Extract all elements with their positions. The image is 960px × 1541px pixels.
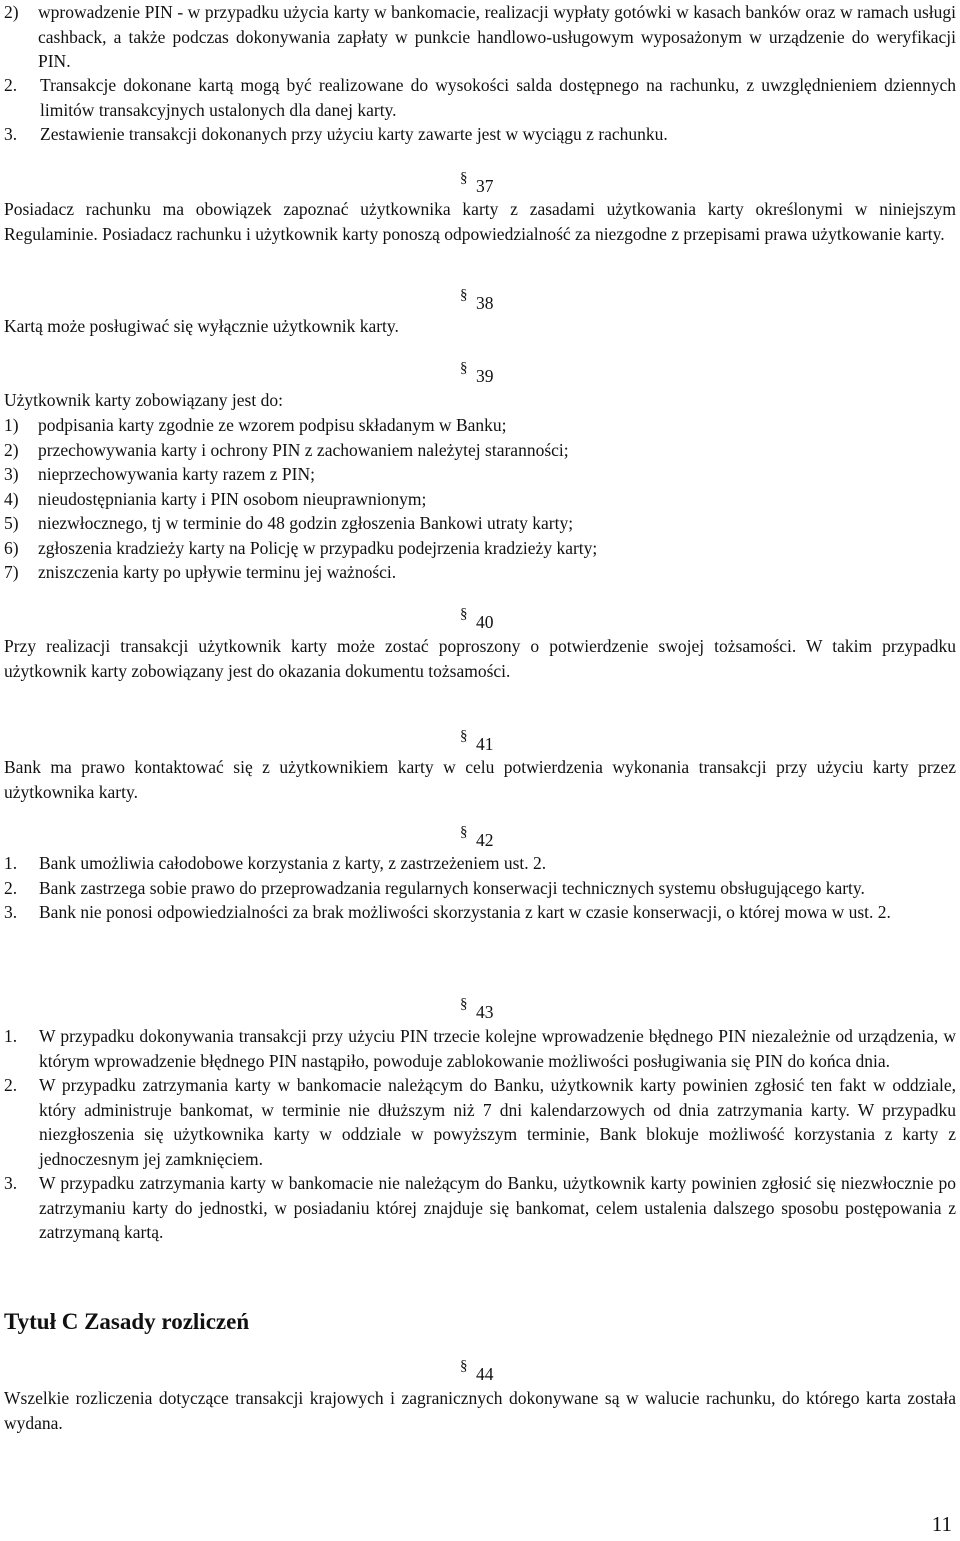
section-39-list — [4, 413, 956, 585]
list-item-number: 3. — [4, 902, 18, 922]
title-c-heading: Tytuł C Zasady rozliczeń — [4, 1309, 250, 1334]
list-item-number: 2. — [4, 877, 18, 898]
list-item — [4, 1171, 956, 1245]
list-item — [4, 876, 956, 901]
list-item — [4, 900, 956, 925]
list-item-text: przechowywania karty i ochrony PIN z zachowaniem należytej staranności; — [38, 439, 569, 460]
section-38-text: Kartą może posługiwać się wyłącznie użytkownik karty. — [4, 316, 399, 336]
section-number: 39 — [476, 366, 494, 386]
list-item — [4, 487, 956, 512]
list-item — [4, 438, 956, 463]
list-item-number: 2. — [4, 1075, 18, 1095]
paragraph-2 — [4, 73, 956, 122]
list-item — [4, 1073, 956, 1171]
item-number: 2) — [4, 2, 19, 22]
section-symbol: § — [460, 996, 468, 1012]
section-42-list — [4, 851, 956, 925]
paragraph-3 — [4, 122, 956, 147]
section-39-intro: Użytkownik karty zobowiązany jest do: — [4, 390, 283, 410]
list-item — [4, 560, 956, 585]
list-item-number: 4) — [4, 488, 19, 509]
section-number: 40 — [476, 612, 494, 632]
section-symbol: § — [460, 287, 468, 303]
list-item-number: 5) — [4, 513, 19, 533]
section-number: 42 — [476, 830, 494, 850]
paragraph-text: Transakcje dokonane kartą mogą być realizowane do wysokości salda dostępnego na rachunku, z uwzględnieniem dziennych limitów transakcyjnych ustalonych dla danej karty. — [40, 75, 956, 120]
list-item-text: nieudostępniania karty i PIN osobom nieuprawnionym; — [38, 488, 427, 509]
list-item-text: niezwłocznego, tj w terminie do 48 godzin zgłoszenia Bankowi utraty karty; — [38, 513, 574, 533]
section-43-list — [4, 1024, 956, 1245]
section-symbol: § — [460, 1358, 468, 1374]
list-item — [4, 851, 956, 876]
list-item-number: 6) — [4, 537, 19, 558]
section-symbol: § — [460, 824, 468, 840]
page-number: 11 — [931, 1512, 952, 1536]
item-text: wprowadzenie PIN - w przypadku użycia karty w bankomacie, realizacji wypłaty gotówki w kasach banków oraz w ramach usługi cashback, a także podczas dokonywania zapłaty w punkcie handlowo-usługowym wyposażonym w urządzenie do weryfikacji PIN. — [38, 2, 956, 71]
section-41-text: Bank ma prawo kontaktować się z użytkownikiem karty w celu potwierdzenia wykonania transakcji przy użyciu karty przez użytkownika karty. — [4, 757, 956, 802]
list-item-text: W przypadku dokonywania transakcji przy użyciu PIN trzecie kolejne wprowadzenie błędnego PIN niezależnie od urządzenia, w którym wprowadzenie błędnego PIN nastąpiło, powoduje zablokowanie możliwości posługiwania się PIN do końca dnia. — [39, 1026, 956, 1071]
list-item-text: Bank nie ponosi odpowiedzialności za brak możliwości skorzystania z kart w czasie konserwacji, o której mowa w ust. 2. — [39, 902, 891, 922]
paragraph-number: 2. — [4, 75, 18, 95]
list-item-number: 3. — [4, 1173, 18, 1193]
section-number: 43 — [476, 1002, 494, 1022]
list-item-number: 7) — [4, 562, 19, 582]
paragraph-number: 3. — [4, 124, 18, 144]
list-item-number: 1) — [4, 415, 19, 435]
section-symbol: § — [460, 728, 468, 744]
section-symbol: § — [460, 360, 468, 376]
list-item-text: Bank umożliwia całodobowe korzystania z karty, z zastrzeżeniem ust. 2. — [39, 853, 547, 873]
section-number: 44 — [476, 1364, 494, 1384]
section-40-text: Przy realizacji transakcji użytkownik karty może zostać poproszony o potwierdzenie swojej tożsamości. W takim przypadku użytkownik karty zobowiązany jest do okazania dokumentu tożsamości. — [4, 636, 956, 681]
list-item-text: podpisania karty zgodnie ze wzorem podpisu składanym w Banku; — [38, 415, 507, 435]
list-item-number: 3) — [4, 464, 19, 484]
list-item-text: Bank zastrzega sobie prawo do przeprowadzania regularnych konserwacji technicznych systemu obsługującego karty. — [39, 877, 865, 898]
section-number: 41 — [476, 734, 494, 754]
list-item-text: W przypadku zatrzymania karty w bankomacie należącym do Banku, użytkownik karty powinien zgłosić ten fakt w oddziale, który administruje bankomat, w terminie nie dłuższym niż 7 dni kalendarzowych od dnia zatrzymania karty. W przypadku niezgłoszenia się użytkownika karty w oddziale w powyższym terminie, Bank blokuje możliwość korzystania z karty z jednoczesnym jej zamknięciem. — [39, 1075, 956, 1169]
section-37-text: Posiadacz rachunku ma obowiązek zapoznać użytkownika karty z zasadami użytkowania karty określonymi w niniejszym Regulaminie. Posiadacz rachunku i użytkownik karty ponoszą odpowiedzialność za niezgodne z przepisami prawa użytkowanie karty. — [4, 199, 956, 244]
list-item-text: nieprzechowywania karty razem z PIN; — [38, 464, 315, 484]
list-item — [4, 413, 956, 438]
continuation-item-2 — [4, 0, 956, 74]
section-symbol: § — [460, 170, 468, 186]
section-number: 38 — [476, 293, 494, 313]
list-item-text: zgłoszenia kradzieży karty na Policję w przypadku podejrzenia kradzieży karty; — [38, 537, 598, 558]
list-item-number: 1. — [4, 853, 18, 873]
section-number: 37 — [476, 176, 494, 196]
section-44-text: Wszelkie rozliczenia dotyczące transakcji krajowych i zagranicznych dokonywane są w walucie rachunku, do którego karta została wydana. — [4, 1388, 956, 1433]
section-symbol: § — [460, 606, 468, 622]
list-item — [4, 511, 956, 536]
paragraph-text: Zestawienie transakcji dokonanych przy użyciu karty zawarte jest w wyciągu z rachunku. — [40, 124, 668, 144]
list-item-text: W przypadku zatrzymania karty w bankomacie nie należącym do Banku, użytkownik karty powinien zgłosić się niezwłocznie po zatrzymaniu karty do jednostki, w posiadaniu której znajduje się bankomat, celem ustalenia dalszego sposobu postępowania z zatrzymaną kartą. — [39, 1173, 956, 1242]
list-item — [4, 1024, 956, 1073]
list-item — [4, 462, 956, 487]
list-item-number: 2) — [4, 439, 19, 460]
list-item-number: 1. — [4, 1026, 18, 1046]
list-item-text: zniszczenia karty po upływie terminu jej ważności. — [38, 562, 397, 582]
list-item — [4, 536, 956, 561]
